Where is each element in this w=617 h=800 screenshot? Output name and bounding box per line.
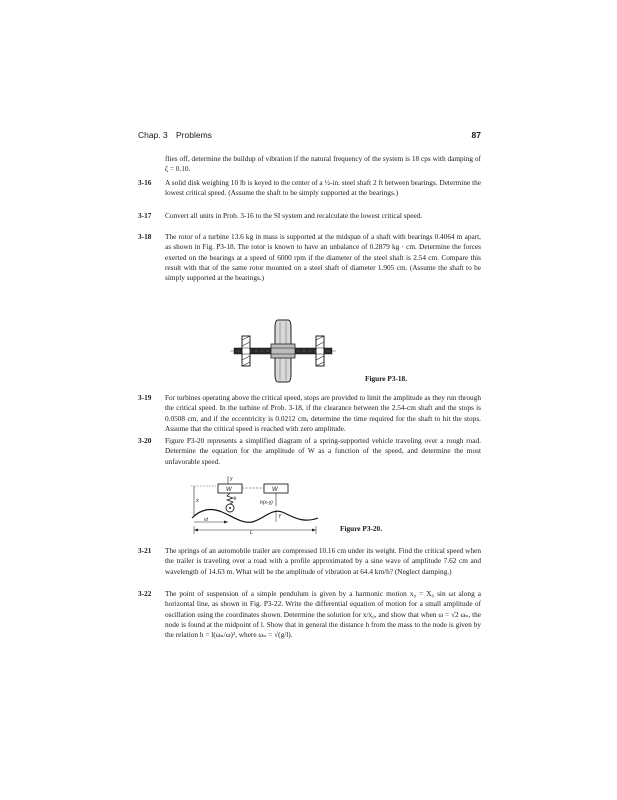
problem-text: The rotor of a turbine 13.6 kg in mass is supported at the midspan of a shaft with bearings 0.4064 m apart, as shown in Fig. P3-18. The rotor is known to have an unbalance of 0.2879 kg · cm. Determine the forces exerted on the bearings at a speed of 6000 rpm if the diameter of the steel shaft is 2.54 cm. Compare this result with that of the same rotor mounted on a steel shaft of diameter 1.905 cm. (Assume the shaft to be simply supported at the bearings.) [165,232,481,283]
problem-text: A solid disk weighing 10 lb is keyed to the center of a ½-in. steel shaft 2 ft between bearings. Determine the lowest critical speed. (Assume the shaft to be simply supported at the bearings.) [165,178,481,198]
chapter-label: Chap. 3 [138,130,168,140]
label-w-left: W [226,487,232,493]
problem-3-22 [138,589,481,640]
problem-number: 3-16 [138,178,152,187]
problem-number: 3-21 [138,546,152,555]
problem-3-16 [138,178,481,199]
figure-p3-20-vehicle-diagram [188,472,323,538]
problem-number: 3-18 [138,232,152,241]
problem-text: For turbines operating above the critical speed, stops are provided to limit the amplitude as they run through the critical speed. In the turbine of Prob. 3-18, if the clearance between the 2.54-cm shaft and the stops is 0.0508 cm, and if the eccentricity is 0.0212 cm, determine the time required for the shaft to hit the stops. Assume that the critical speed is reached with zero amplitude. [165,393,481,433]
running-header [138,130,481,144]
label-vt: vt [204,517,208,523]
page-number: 87 [471,130,481,140]
problem-text: The springs of an automobile trailer are compressed 10.16 cm under its weight. Find the critical speed when the trailer is traveling over a road with a profile approximated by a sine wave of amplitude 7.62 cm and wavelength of 14.63 m. What will be the amplitude of vibration at 64.4 km/h? (Neglect damping.) [165,546,481,576]
label-h-x-y: h(x-y) [260,500,273,506]
problem-3-18 [138,232,481,283]
problem-3-20 [138,436,481,467]
problem-number: 3-17 [138,211,152,220]
label-L: L [250,530,254,536]
label-x: x [196,498,199,504]
problem-3-17 [138,211,481,221]
label-w-right: W [272,487,278,493]
problem-text: The point of suspension of a simple pendulum is given by a harmonic motion x₀ = X₀ sin ωt along a horizontal line, as shown in Fig. P3-22. Write the differential equation of motion for a small amplitude of oscillation using the coordinates shown. Determine the solution for x/x₀, and show that when ω = √2 ωₙ, the node is found at the midpoint of l. Show that in general the distance h from the mass to the node is given by the relation h = l(ωₙ/ω)², where ωₙ = √(g/l). [165,589,481,640]
label-k: k [234,496,237,502]
figure-p3-20-caption: Figure P3-20. [340,524,383,533]
section-label: Problems [176,130,212,140]
label-y: y [230,476,233,482]
problem-text: Figure P3-20 represents a simplified diagram of a spring-supported vehicle traveling over a rough road. Determine the equation for the amplitude of W as a function of the speed, and determine the most unfavorable speed. [165,436,481,466]
figure-p3-18-caption: Figure P3-18. [365,374,408,383]
problem-text: Convert all units in Prob. 3-16 to the SI system and recalculate the lowest critical speed. [165,211,423,220]
label-Y: Y [278,514,282,520]
problem-3-21 [138,546,481,577]
problem-number: 3-19 [138,393,152,402]
problem-number: 3-20 [138,436,152,445]
problem-3-19 [138,393,481,434]
figure-p3-18-rotor-diagram [228,318,338,386]
problem-number: 3-22 [138,589,152,598]
continued-paragraph: flies off, determine the buildup of vibration if the natural frequency of the system is 18 cps with damping of ζ = 0.10. [165,154,481,174]
